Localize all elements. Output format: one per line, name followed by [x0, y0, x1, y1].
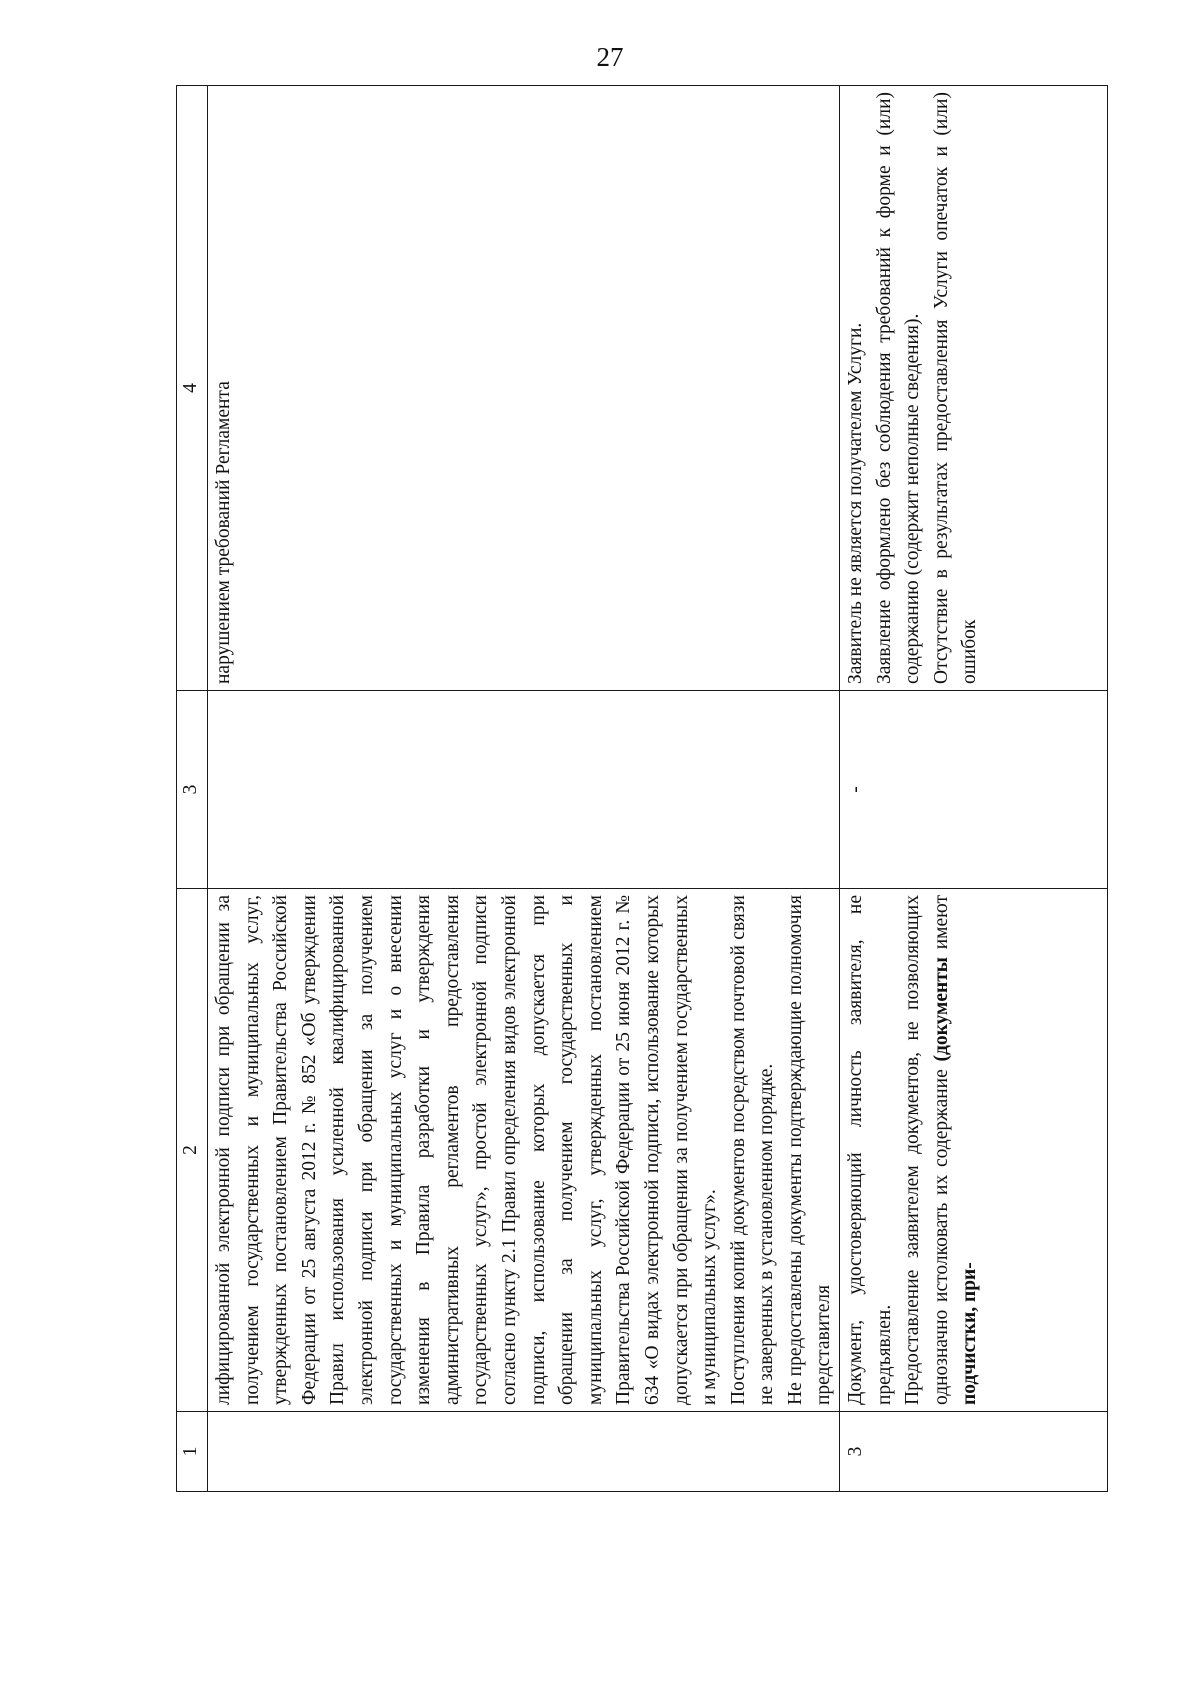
- row1-col4-text: нарушением требований Регламента: [213, 381, 234, 684]
- table-row: [840, 86, 1108, 1492]
- row1-col2-paragraph-3: Не предоставлены документы подтверждающие полномочия представителя: [784, 895, 835, 1405]
- rotated-table-frame: [176, 86, 1108, 1492]
- row1-col3-cell: [208, 691, 840, 889]
- row2-col1-cell: 3: [840, 1412, 1108, 1492]
- row2-col2-cell: [840, 889, 1108, 1412]
- row2-col4-paragraph-1: Заявитель не является получателем Услуги.: [845, 322, 867, 684]
- row2-col2-paragraph-1: Документ, удостоверяющий личность заявителя, не предъявлен.: [845, 895, 895, 1405]
- row2-col4-paragraph-3: Отсутствие в результатах предоставления Услуги опечаток и (или) ошибок: [930, 92, 981, 684]
- row1-col2-cell: [208, 889, 840, 1412]
- row2-col3-cell: -: [840, 691, 1108, 889]
- row1-col2-paragraph-2: Поступления копий документов посредством почтовой связи не заверенных в установленном порядке.: [727, 895, 778, 1405]
- table-header-row: [177, 86, 208, 1492]
- row2-col2-bold-text-2: подчистки, при-: [959, 1262, 981, 1405]
- row1-col2-paragraph-1: лифицированной электронной подписи при обращении за получением государственных и муниципальных услуг, утвержденных постановлением Правительства Российской Федерации от 25 августа 2012 г. № 852 «Об утверждении Правил использования усиленной квалифицированной электронной подписи при обращении за получением государственных и муниципальных услуг и о внесении изменения в Правила разработки и утверждения административных регламентов предоставления государственных услуг», простой электронной подписи согласно пункту 2.1 Правил определения видов электронной подписи, использование которых допускается при обращении за получением государственных и муниципальных услуг, утвержденных постановлением Правительства Российской Федерации от 25 июня 2012 г. № 634 «О видах электронной подписи, использование которых допускается при обращении за получением государственных и муниципальных услуг».: [213, 895, 721, 1405]
- row2-col2-text: Предоставление заявителем документов, не позволяющих однозначно истолковать их содержание: [902, 895, 952, 1405]
- row2-col2-mid-text: имеют: [930, 894, 952, 957]
- row2-col2-paragraph-2: [899, 895, 985, 1405]
- document-table: [176, 85, 1108, 1492]
- row2-col2-bold-text-1: (документы: [930, 956, 952, 1062]
- header-cell-3: 3: [177, 691, 208, 889]
- header-cell-1: 1: [177, 1412, 208, 1492]
- row2-col4-cell: [840, 86, 1108, 691]
- row2-col4-paragraph-2: Заявление оформлено без соблюдения требований к форме и (или) содержанию (содержит неполные сведения).: [873, 92, 924, 684]
- header-cell-4: 4: [177, 86, 208, 691]
- page-number: 27: [596, 42, 624, 72]
- table-row: [208, 86, 840, 1492]
- row1-col4-cell: [208, 86, 840, 691]
- row1-col1-cell: [208, 1412, 840, 1492]
- header-cell-2: 2: [177, 889, 208, 1412]
